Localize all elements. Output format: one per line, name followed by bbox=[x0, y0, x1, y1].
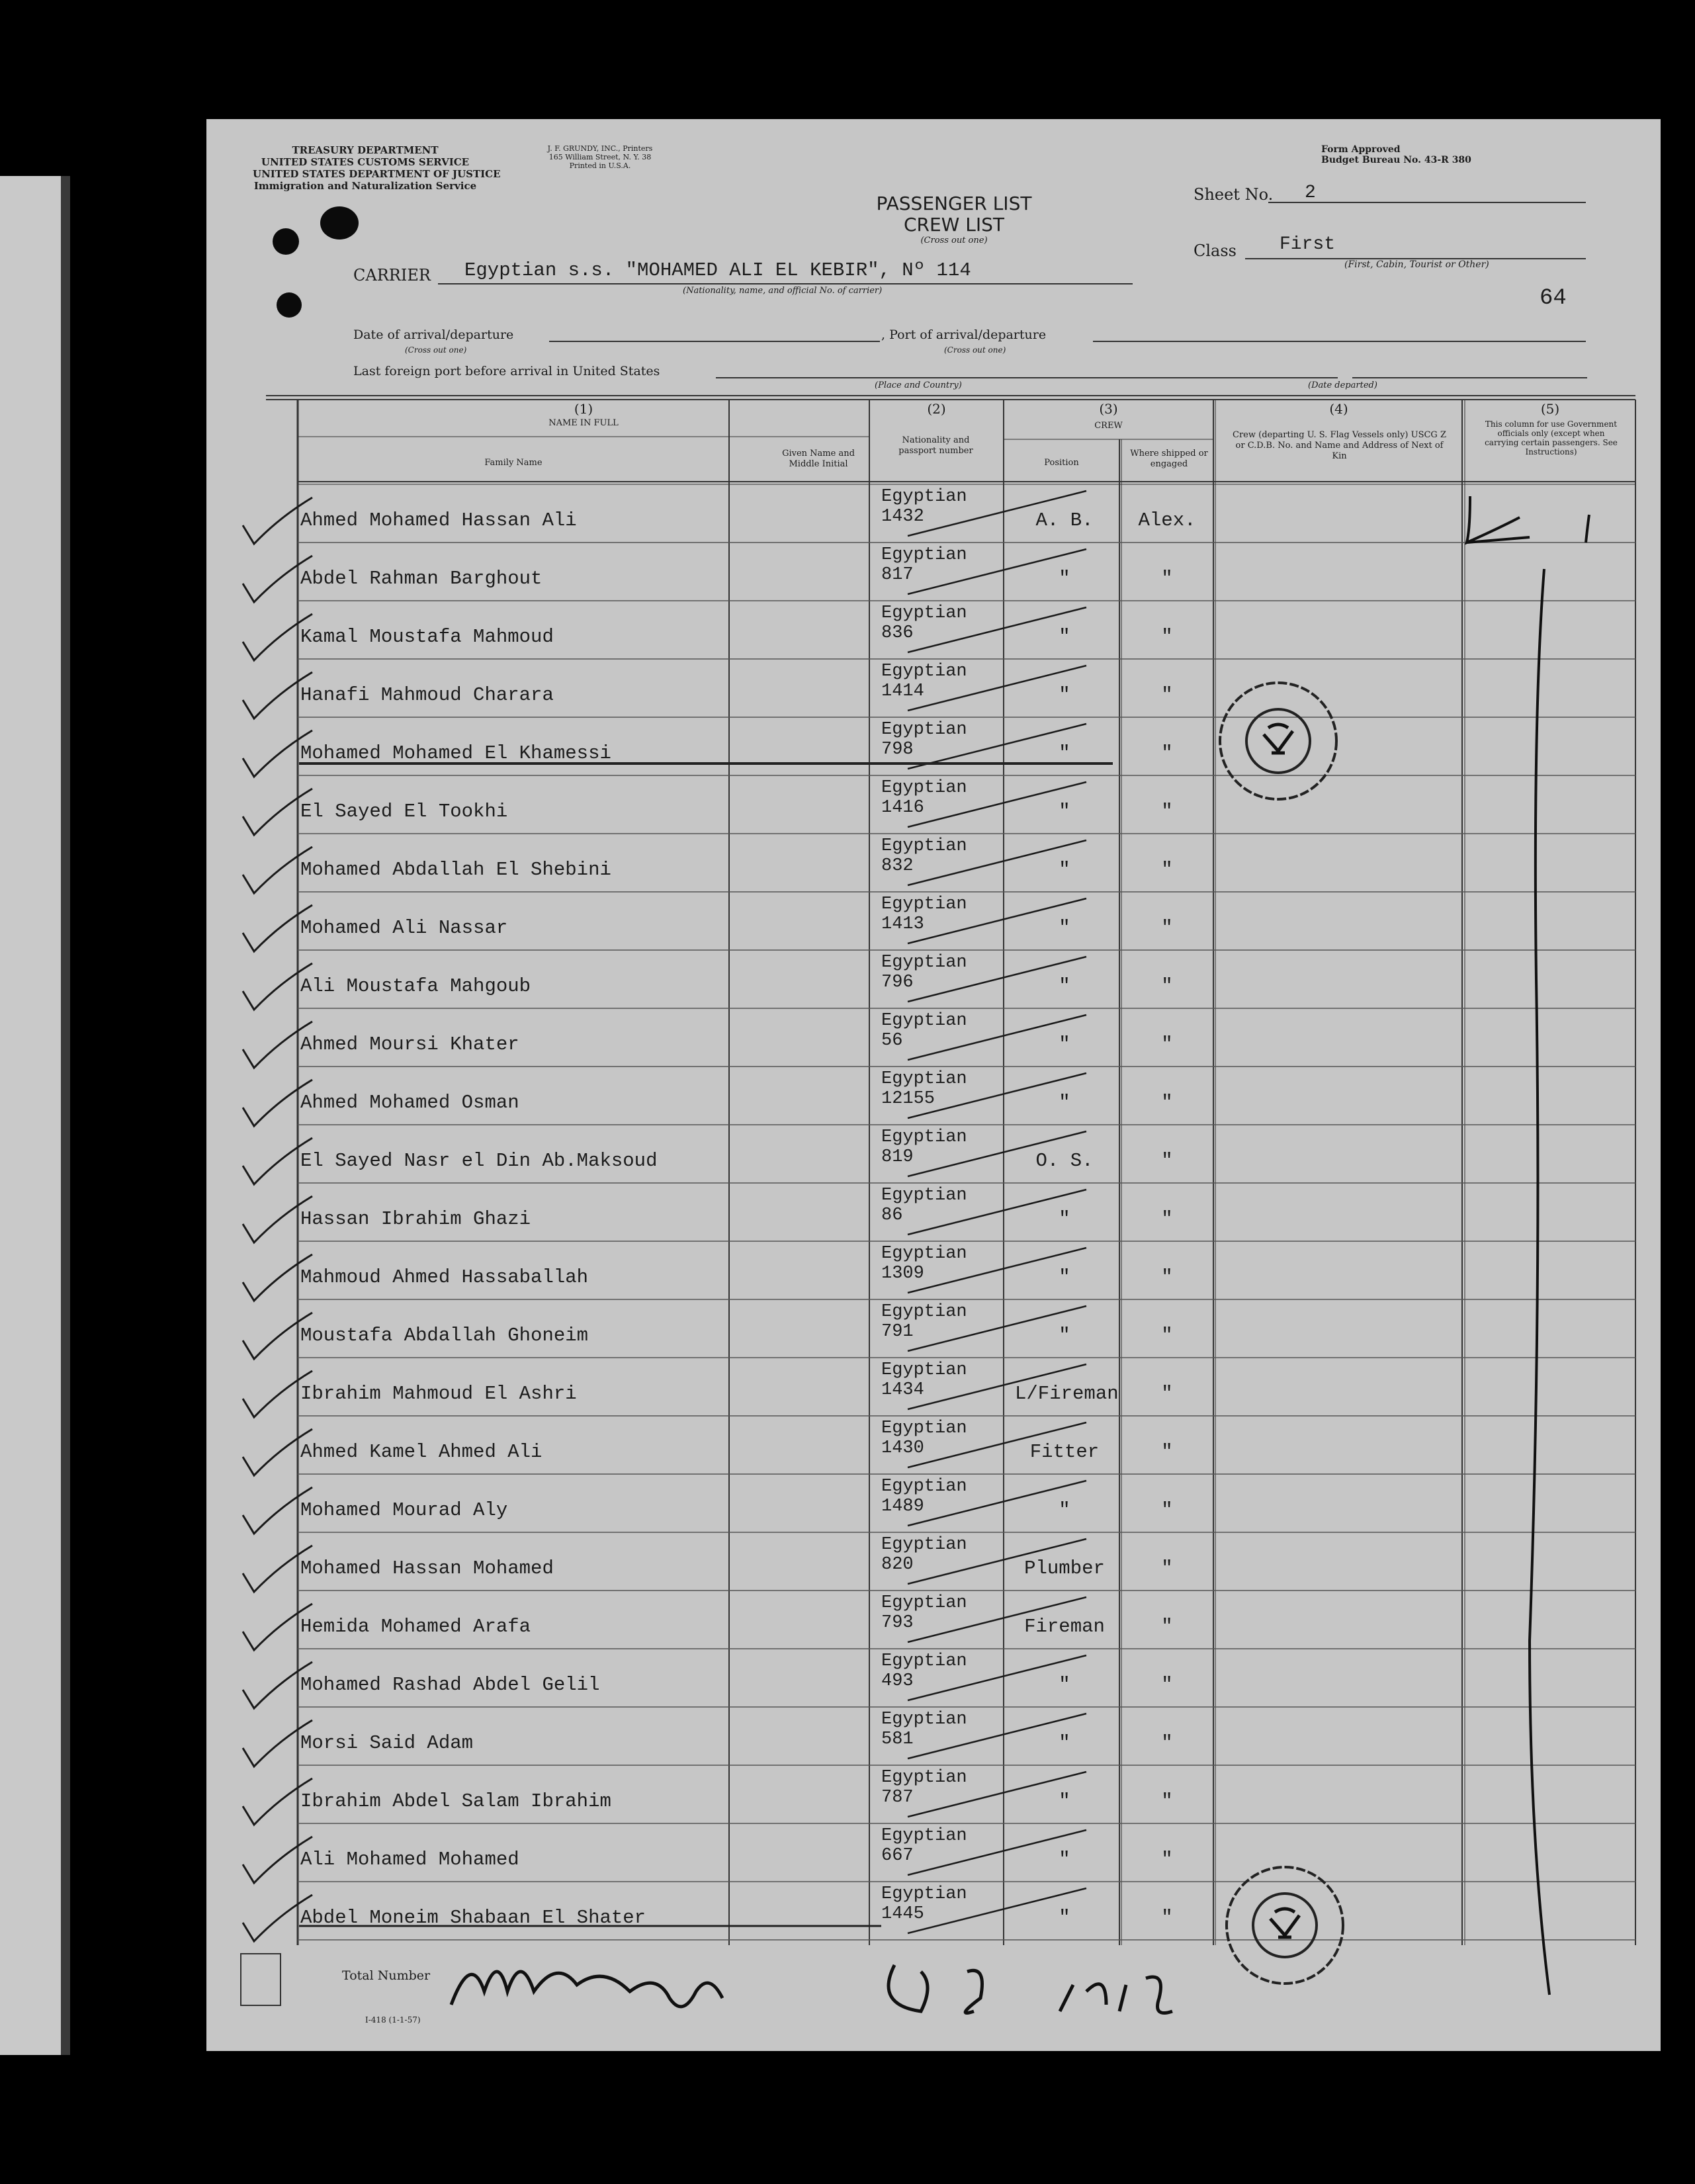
passport-slash-mark bbox=[908, 1190, 1086, 1235]
crew-shipped: Alex. bbox=[1138, 509, 1196, 531]
last-port-label: Last foreign port before arrival in United States bbox=[353, 364, 660, 378]
crew-passport-number: 820 bbox=[881, 1555, 914, 1575]
crew-nationality: Egyptian bbox=[881, 603, 967, 623]
crew-nationality: Egyptian bbox=[881, 487, 967, 507]
passport-slash-mark bbox=[908, 549, 1086, 594]
passport-slash-mark bbox=[908, 666, 1086, 711]
crew-nationality: Egyptian bbox=[881, 1535, 967, 1555]
col4-title: Crew (departing U. S. Flag Vessels only) USCG Z or C.D.B. No. and Name and Address of Next of Kin bbox=[1233, 430, 1446, 461]
col5-title: This column for use Government officials only (except when carrying certain passengers. See Instructions) bbox=[1485, 419, 1618, 457]
crew-position: " bbox=[1059, 1907, 1070, 1929]
crew-position: " bbox=[1059, 1790, 1070, 1812]
carrier-value: Egyptian s.s. "MOHAMED ALI EL KEBIR", Nº 114 bbox=[464, 259, 971, 281]
crew-position: " bbox=[1059, 1849, 1070, 1870]
crew-name: Mohamed Hassan Mohamed bbox=[300, 1557, 554, 1579]
passport-slash-mark bbox=[908, 1306, 1086, 1351]
crew-passport-number: 787 bbox=[881, 1788, 914, 1808]
crew-shipped: " bbox=[1161, 801, 1173, 822]
crew-passport-number: 817 bbox=[881, 565, 914, 585]
crew-nationality: Egyptian bbox=[881, 1244, 967, 1264]
crew-shipped: " bbox=[1161, 1499, 1173, 1521]
crew-nationality: Egyptian bbox=[881, 953, 967, 973]
passport-slash-mark bbox=[908, 1714, 1086, 1759]
crew-passport-number: 791 bbox=[881, 1322, 914, 1342]
checkmark bbox=[243, 614, 312, 660]
printer-line: Printed in U.S.A. bbox=[569, 161, 631, 170]
passport-slash-mark bbox=[908, 1481, 1086, 1526]
crew-passport-number: 1309 bbox=[881, 1264, 924, 1284]
crew-passport-number: 493 bbox=[881, 1671, 914, 1691]
checkmark bbox=[243, 1313, 312, 1359]
checkmark bbox=[243, 847, 312, 893]
crew-shipped: " bbox=[1161, 684, 1173, 706]
checkmark bbox=[243, 1720, 312, 1767]
agency-line: UNITED STATES CUSTOMS SERVICE bbox=[261, 156, 470, 168]
crew-name: Mohamed Rashad Abdel Gelil bbox=[300, 1674, 600, 1696]
crew-passport-number: 796 bbox=[881, 973, 914, 992]
crew-nationality: Egyptian bbox=[881, 1360, 967, 1380]
checkmark bbox=[243, 963, 312, 1010]
sheet-label: Sheet No. bbox=[1194, 185, 1274, 204]
crew-nationality: Egyptian bbox=[881, 1826, 967, 1846]
passport-slash-mark bbox=[908, 1830, 1086, 1875]
crew-position: " bbox=[1059, 742, 1070, 764]
passport-slash-mark bbox=[908, 1131, 1086, 1176]
form-code: I-418 (1-1-57) bbox=[365, 2015, 421, 2025]
checkmark bbox=[243, 1371, 312, 1417]
crew-name: Ali Mohamed Mohamed bbox=[300, 1849, 519, 1870]
crew-position: " bbox=[1059, 1325, 1070, 1346]
crew-shipped: " bbox=[1161, 1790, 1173, 1812]
date-arrival-note: (Cross out one) bbox=[405, 345, 467, 355]
crew-passport-number: 1445 bbox=[881, 1904, 924, 1924]
checkmark bbox=[243, 1429, 312, 1475]
crew-position: " bbox=[1059, 1208, 1070, 1230]
crew-shipped: " bbox=[1161, 568, 1173, 590]
crew-nationality: Egyptian bbox=[881, 1011, 967, 1031]
crew-position: " bbox=[1059, 1266, 1070, 1288]
crew-shipped: " bbox=[1161, 1907, 1173, 1929]
crew-passport-number: 798 bbox=[881, 740, 914, 760]
checkmark bbox=[243, 1080, 312, 1126]
crew-name: Hanafi Mahmoud Charara bbox=[300, 684, 554, 706]
crew-position: " bbox=[1059, 568, 1070, 590]
crew-name: Mohamed Abdallah El Shebini bbox=[300, 859, 611, 881]
crew-shipped: " bbox=[1161, 1674, 1173, 1696]
crew-shipped: " bbox=[1161, 1033, 1173, 1055]
crew-nationality: Egyptian bbox=[881, 1069, 967, 1089]
passenger-list-title: PASSENGER LIST bbox=[876, 193, 1032, 214]
crew-passport-number: 1432 bbox=[881, 507, 924, 527]
crew-position: Fireman bbox=[1024, 1616, 1105, 1638]
crew-nationality: Egyptian bbox=[881, 895, 967, 914]
col3a-title: Position bbox=[1044, 458, 1079, 468]
passport-slash-mark bbox=[908, 1888, 1086, 1933]
crew-position: " bbox=[1059, 1674, 1070, 1696]
checkmark bbox=[243, 1662, 312, 1708]
crew-passport-number: 12155 bbox=[881, 1089, 935, 1109]
passport-slash-mark bbox=[908, 957, 1086, 1002]
checkmark bbox=[243, 556, 312, 602]
crew-nationality: Egyptian bbox=[881, 1419, 967, 1438]
carrier-note: (Nationality, name, and official No. of carrier) bbox=[683, 286, 883, 296]
crew-name: Ahmed Moursi Khater bbox=[300, 1033, 519, 1055]
col1-num: (1) bbox=[574, 401, 593, 417]
crew-position: " bbox=[1059, 975, 1070, 997]
crew-shipped: " bbox=[1161, 1325, 1173, 1346]
crew-shipped: " bbox=[1161, 1557, 1173, 1579]
crew-name: Mohamed Mourad Aly bbox=[300, 1499, 508, 1521]
port-arrival-note: (Cross out one) bbox=[944, 345, 1006, 355]
crew-name: El Sayed Nasr el Din Ab.Maksoud bbox=[300, 1150, 658, 1172]
crew-list-form bbox=[206, 119, 1661, 2051]
crew-passport-number: 836 bbox=[881, 623, 914, 643]
crew-name: Ibrahim Abdel Salam Ibrahim bbox=[300, 1790, 611, 1812]
passport-slash-mark bbox=[908, 1073, 1086, 1118]
crew-passport-number: 832 bbox=[881, 856, 914, 876]
consulate-seal-stamp bbox=[1212, 675, 1344, 807]
handwritten-d-mark bbox=[1467, 496, 1589, 543]
crew-shipped: " bbox=[1161, 859, 1173, 881]
crew-passport-number: 793 bbox=[881, 1613, 914, 1633]
class-note: (First, Cabin, Tourist or Other) bbox=[1344, 259, 1489, 270]
crew-name: Hassan Ibrahim Ghazi bbox=[300, 1208, 531, 1230]
crew-name: Ahmed Mohamed Hassan Ali bbox=[300, 509, 577, 531]
crew-passport-number: 1414 bbox=[881, 681, 924, 701]
consulate-seal-stamp bbox=[1219, 1859, 1351, 1991]
crew-passport-number: 1430 bbox=[881, 1438, 924, 1458]
crew-shipped: " bbox=[1161, 1092, 1173, 1114]
passport-slash-mark bbox=[908, 607, 1086, 652]
checkmark bbox=[243, 498, 312, 544]
col2-title: Nationality and passport number bbox=[898, 435, 973, 456]
crew-list-title: CREW LIST bbox=[903, 214, 1005, 236]
passport-slash-mark bbox=[908, 1422, 1086, 1467]
col3-title: CREW bbox=[1094, 421, 1123, 431]
crew-nationality: Egyptian bbox=[881, 1302, 967, 1322]
checkmark bbox=[243, 1254, 312, 1301]
crew-position: " bbox=[1059, 684, 1070, 706]
checkmark bbox=[243, 1546, 312, 1592]
crew-shipped: " bbox=[1161, 626, 1173, 648]
printer-line: J. F. GRUNDY, INC., Printers bbox=[547, 144, 653, 153]
crew-shipped: " bbox=[1161, 1616, 1173, 1638]
checkmark bbox=[243, 1196, 312, 1243]
crew-position: " bbox=[1059, 1092, 1070, 1114]
crew-shipped: " bbox=[1161, 1383, 1173, 1405]
checkmark bbox=[243, 1895, 312, 1941]
crew-nationality: Egyptian bbox=[881, 1884, 967, 1904]
passport-slash-mark bbox=[908, 1015, 1086, 1060]
crew-name: Mahmoud Ahmed Hassaballah bbox=[300, 1266, 589, 1288]
crew-shipped: " bbox=[1161, 1732, 1173, 1754]
crew-shipped: " bbox=[1161, 1849, 1173, 1870]
total-number-label: Total Number bbox=[342, 1968, 431, 1983]
crew-name: Mohamed Mohamed El Khamessi bbox=[300, 742, 611, 764]
crew-passport-number: 819 bbox=[881, 1147, 914, 1167]
checkmark bbox=[243, 905, 312, 951]
crew-nationality: Egyptian bbox=[881, 1477, 967, 1497]
handwritten-signature bbox=[451, 1965, 1172, 2013]
passport-slash-mark bbox=[908, 1248, 1086, 1293]
crew-nationality: Egyptian bbox=[881, 662, 967, 681]
col3-num: (3) bbox=[1099, 401, 1118, 417]
crew-passport-number: 56 bbox=[881, 1031, 903, 1051]
budget-bureau-line: Budget Bureau No. 43-R 380 bbox=[1321, 155, 1471, 165]
crew-passport-number: 1434 bbox=[881, 1380, 924, 1400]
crew-position: L/Fireman bbox=[1015, 1383, 1119, 1405]
crew-position: A. B. bbox=[1035, 509, 1094, 531]
crew-position: " bbox=[1059, 859, 1070, 881]
col2-num: (2) bbox=[927, 401, 946, 417]
crew-name: El Sayed El Tookhi bbox=[300, 801, 508, 822]
crew-position: " bbox=[1059, 917, 1070, 939]
crew-name: Mohamed Ali Nassar bbox=[300, 917, 508, 939]
crew-nationality: Egyptian bbox=[881, 1186, 967, 1205]
crew-passport-number: 581 bbox=[881, 1729, 914, 1749]
port-arrival-label: , Port of arrival/departure bbox=[881, 328, 1047, 342]
page-number: 64 bbox=[1540, 286, 1567, 311]
annotation-marks bbox=[206, 119, 1661, 2051]
crew-position: " bbox=[1059, 1732, 1070, 1754]
checkmark bbox=[243, 730, 312, 777]
crew-name: Ahmed Kamel Ahmed Ali bbox=[300, 1441, 543, 1463]
date-departed-note: (Date departed) bbox=[1308, 380, 1377, 390]
crew-name: Hemida Mohamed Arafa bbox=[300, 1616, 531, 1638]
passport-slash-mark bbox=[908, 1772, 1086, 1817]
col1b-title: Given Name and Middle Initial bbox=[782, 449, 855, 469]
class-label: Class bbox=[1194, 241, 1237, 260]
crew-nationality: Egyptian bbox=[881, 720, 967, 740]
crew-nationality: Egyptian bbox=[881, 1127, 967, 1147]
carrier-label: CARRIER bbox=[353, 266, 431, 284]
date-arrival-label: Date of arrival/departure bbox=[353, 328, 514, 342]
crew-shipped: " bbox=[1161, 1150, 1173, 1172]
crew-position: Plumber bbox=[1024, 1557, 1105, 1579]
col1a-title: Family Name bbox=[484, 458, 543, 468]
crew-passport-number: 1489 bbox=[881, 1497, 924, 1516]
col1-title: NAME IN FULL bbox=[548, 418, 619, 428]
crew-name: Ibrahim Mahmoud El Ashri bbox=[300, 1383, 577, 1405]
passport-slash-mark bbox=[908, 840, 1086, 885]
crew-shipped: " bbox=[1161, 975, 1173, 997]
crew-shipped: " bbox=[1161, 1266, 1173, 1288]
passport-slash-mark bbox=[908, 1539, 1086, 1584]
crew-passport-number: 86 bbox=[881, 1205, 903, 1225]
crew-position: " bbox=[1059, 801, 1070, 822]
agency-line: UNITED STATES DEPARTMENT OF JUSTICE bbox=[253, 168, 501, 180]
crew-name: Ali Moustafa Mahgoub bbox=[300, 975, 531, 997]
passport-slash-mark bbox=[908, 898, 1086, 943]
crew-name: Ahmed Mohamed Osman bbox=[300, 1092, 519, 1114]
checkmark bbox=[243, 1022, 312, 1068]
sheet-value: 2 bbox=[1305, 183, 1316, 203]
crew-nationality: Egyptian bbox=[881, 836, 967, 856]
crew-name: Kamal Moustafa Mahmoud bbox=[300, 626, 554, 648]
col3b-title: Where shipped or engaged bbox=[1130, 449, 1208, 469]
agency-line: Immigration and Naturalization Service bbox=[253, 180, 477, 192]
crew-nationality: Egyptian bbox=[881, 545, 967, 565]
checkmark bbox=[243, 1778, 312, 1825]
crew-shipped: " bbox=[1161, 742, 1173, 764]
crew-name: Abdel Rahman Barghout bbox=[300, 568, 543, 590]
crew-nationality: Egyptian bbox=[881, 778, 967, 798]
crew-passport-number: 667 bbox=[881, 1846, 914, 1866]
crew-name: Morsi Said Adam bbox=[300, 1732, 474, 1754]
place-country-note: (Place and Country) bbox=[875, 380, 962, 390]
form-approved-line: Form Approved bbox=[1321, 144, 1401, 155]
class-value: First bbox=[1280, 234, 1336, 255]
crew-nationality: Egyptian bbox=[881, 1651, 967, 1671]
col4-num: (4) bbox=[1329, 401, 1348, 417]
crew-passport-number: 1413 bbox=[881, 914, 924, 934]
crew-position: " bbox=[1059, 1499, 1070, 1521]
crew-nationality: Egyptian bbox=[881, 1768, 967, 1788]
passport-slash-mark bbox=[908, 1364, 1086, 1409]
passport-slash-mark bbox=[908, 1655, 1086, 1700]
passport-slash-mark bbox=[908, 1597, 1086, 1642]
pencil-vertical-line bbox=[1530, 569, 1549, 1995]
crew-passport-number: 1416 bbox=[881, 798, 924, 818]
checkmark bbox=[243, 1604, 312, 1650]
col5-num: (5) bbox=[1540, 401, 1560, 417]
crew-position: " bbox=[1059, 626, 1070, 648]
crew-position: O. S. bbox=[1035, 1150, 1094, 1172]
crew-shipped: " bbox=[1161, 1208, 1173, 1230]
crew-shipped: " bbox=[1161, 917, 1173, 939]
checkmark bbox=[243, 1487, 312, 1534]
crew-shipped: " bbox=[1161, 1441, 1173, 1463]
crew-position: " bbox=[1059, 1033, 1070, 1055]
passport-slash-mark bbox=[908, 491, 1086, 536]
checkmark bbox=[243, 1837, 312, 1883]
passport-slash-mark bbox=[908, 782, 1086, 827]
crew-nationality: Egyptian bbox=[881, 1593, 967, 1613]
crew-position: Fitter bbox=[1029, 1441, 1100, 1463]
crew-name: Abdel Moneim Shabaan El Shater bbox=[300, 1907, 646, 1929]
passport-slash-mark bbox=[908, 724, 1086, 769]
printer-line: 165 William Street, N. Y. 38 bbox=[548, 153, 652, 161]
checkmark bbox=[243, 789, 312, 835]
checkmark bbox=[243, 1138, 312, 1184]
agency-line: TREASURY DEPARTMENT bbox=[292, 144, 439, 156]
title-note: (Cross out one) bbox=[920, 236, 988, 245]
checkmark bbox=[243, 672, 312, 719]
scan-edge-strip bbox=[0, 176, 70, 2055]
crew-name: Moustafa Abdallah Ghoneim bbox=[300, 1325, 589, 1346]
crew-nationality: Egyptian bbox=[881, 1710, 967, 1729]
